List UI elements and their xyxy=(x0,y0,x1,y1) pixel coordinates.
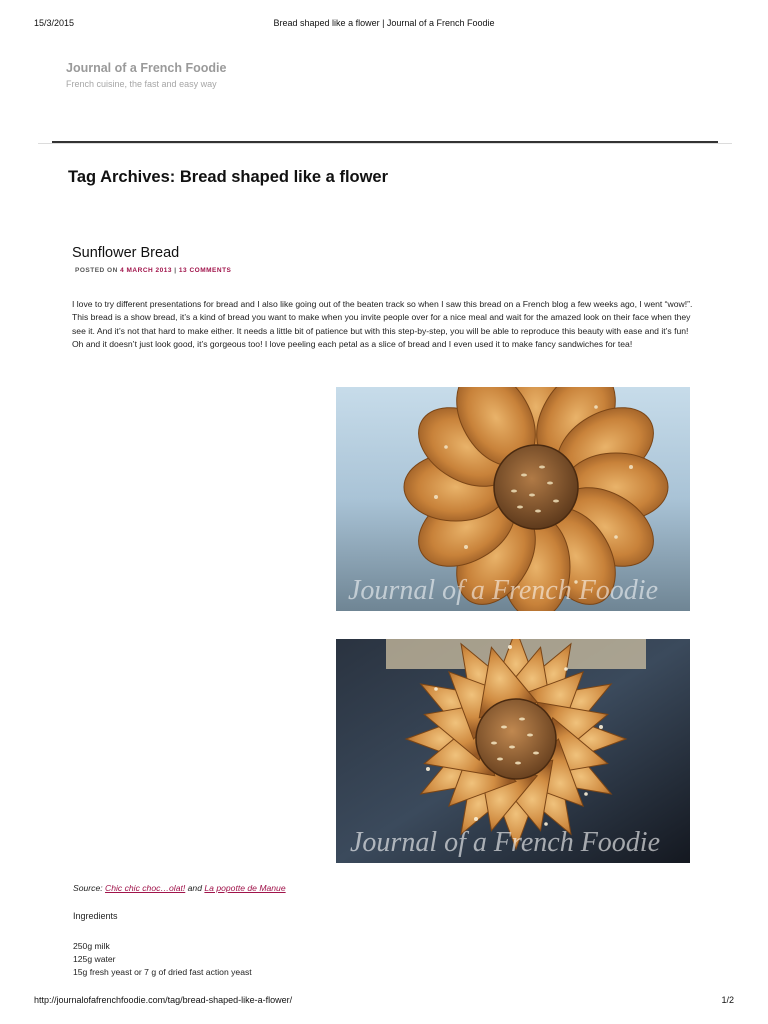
print-url: http://journalofafrenchfoodie.com/tag/bread-shaped-like-a-flower/ xyxy=(34,995,293,1005)
archive-prefix: Tag Archives: xyxy=(68,168,180,186)
photo-watermark: Journal of a French Foodie xyxy=(350,827,661,858)
print-footer xyxy=(0,995,768,1009)
post-title[interactable]: Sunflower Bread xyxy=(72,245,180,261)
source-and: and xyxy=(185,883,205,893)
sunflower-bread-photo-1 xyxy=(336,387,690,611)
post-body: I love to try different presentations for bread and I also like going out of the beaten track so when I saw this bread on a French blog a few weeks ago, I went “wow!”. This bread is a show bread, it’s a kind of bread you want to make when you invite people over for a nice meal and wait for the amazed look on their face when they see it. And it’s not that hard to make either. It needs a little bit of patience but with this step-by-step, you will be able to reproduce this beauty with ease and it’s fun! Oh and it doesn’t just look good, it’s gorgeous too! I love peeling each petal as a slice of bread and I even used it to make fancy sandwiches for tea! xyxy=(72,299,693,350)
post-meta-separator: | xyxy=(171,267,179,274)
source-label: Source: xyxy=(73,883,106,893)
ingredient-item: 250g milk xyxy=(73,941,110,951)
post-meta xyxy=(75,267,231,274)
site-title[interactable]: Journal of a French Foodie xyxy=(66,61,227,75)
post-comments-link[interactable]: 13 COMMENTS xyxy=(178,267,232,274)
post-date-link[interactable]: 4 MARCH 2013 xyxy=(120,267,172,274)
print-page-title: Bread shaped like a flower | Journal of a French Foodie xyxy=(273,18,495,28)
source-link-la-popotte-de-manue[interactable]: La popotte de Manue xyxy=(204,883,286,893)
ingredient-item: 125g water xyxy=(73,954,116,964)
photo-watermark: Journal of a French Foodie xyxy=(348,575,659,606)
site-description: French cuisine, the fast and easy way xyxy=(66,79,217,89)
post-meta-prefix: POSTED ON xyxy=(75,267,121,274)
print-date: 15/3/2015 xyxy=(34,18,75,28)
recipe-source xyxy=(73,883,286,893)
header-divider xyxy=(38,143,732,144)
source-link-chic-chic-chocolat[interactable]: Chic chic choc…olat! xyxy=(105,883,186,893)
header-rule xyxy=(52,141,718,143)
sunflower-bread-photo-2 xyxy=(336,639,690,863)
ingredients-heading: Ingredients xyxy=(73,911,118,921)
print-page-number: 1/2 xyxy=(721,995,734,1005)
archive-tag: Bread shaped like a flower xyxy=(179,168,389,186)
ingredient-item: 15g fresh yeast or 7 g of dried fast action yeast xyxy=(73,967,252,977)
print-header xyxy=(0,18,768,32)
archive-title xyxy=(68,168,388,187)
